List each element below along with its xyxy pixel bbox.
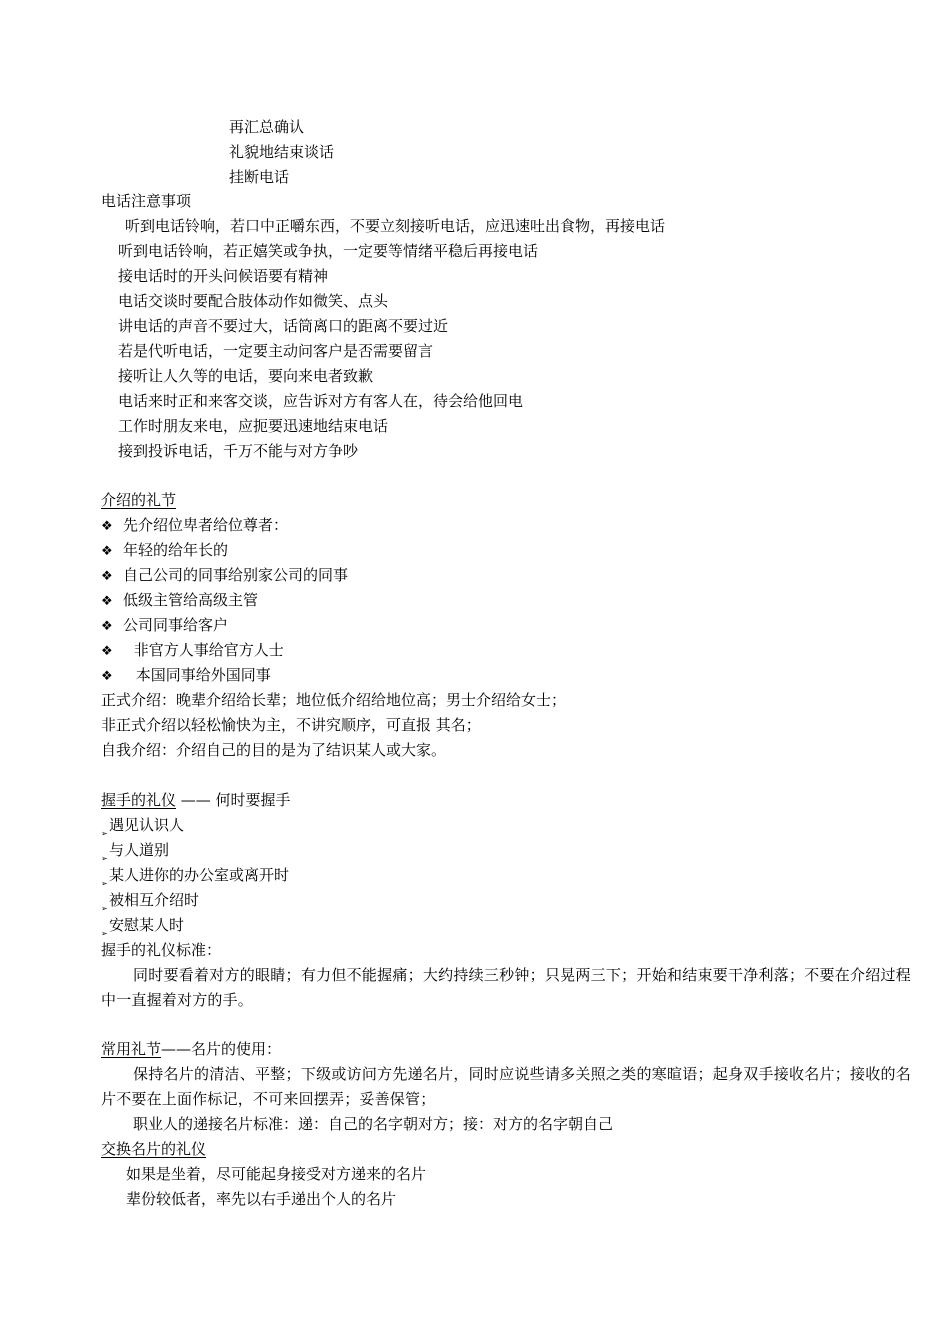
diamond-bullet-icon: ❖ (101, 519, 113, 534)
intro-item-text: 非官方人事给官方人士 (129, 641, 284, 659)
intro-item-text: 年轻的给年长的 (123, 541, 229, 559)
handshake-item-text: 安慰某人时 (109, 916, 185, 934)
diamond-bullet-icon: ❖ (101, 569, 113, 584)
card-exchange-item: 如果是坐着，尽可能起身接受对方递来的名片 (126, 1165, 427, 1183)
intro-self-line: 自我介绍：介绍自己的目的是为了结识某人或大家。 (101, 741, 447, 759)
phone-note-item: 工作时朋友来电，应扼要迅速地结束电话 (118, 417, 389, 435)
intro-item-text: 先介绍位卑者给位尊者： (123, 516, 289, 534)
intro-list-item (101, 638, 284, 664)
card-heading (101, 1037, 281, 1062)
phone-step: 再汇总确认 (229, 118, 305, 136)
card-heading-suffix: ——名片的使用： (161, 1040, 282, 1058)
phone-note-item: 电话交谈时要配合肢体动作如微笑、点头 (118, 292, 389, 310)
intro-informal-line: 非正式介绍以轻松愉快为主，不讲究顺序，可直报 其名； (101, 716, 481, 734)
handshake-heading-title: 握手的礼仪 (101, 791, 177, 809)
card-heading-title: 常用礼节 (101, 1040, 162, 1058)
handshake-item-text: 与人道别 (109, 841, 170, 859)
handshake-item-text: 被相互介绍时 (109, 891, 200, 909)
arrow-bullet-icon: ➢ (101, 829, 108, 838)
intro-item-text: 低级主管给高级主管 (123, 591, 259, 609)
intro-list-item (101, 563, 348, 589)
phone-step: 挂断电话 (229, 168, 290, 186)
phone-note-item: 电话来时正和来客交谈，应告诉对方有客人在，待会给他回电 (118, 392, 524, 410)
intro-item-text: 公司同事给客户 (123, 616, 229, 634)
intro-item-text: 自己公司的同事给别家公司的同事 (123, 566, 349, 584)
phone-note-item: 接电话时的开头问候语要有精神 (118, 267, 329, 285)
handshake-item-text: 某人进你的办公室或离开时 (109, 866, 290, 884)
card-standard-line: 职业人的递接名片标准：递：自己的名字朝对方；接：对方的名字朝自己 (133, 1115, 614, 1133)
intro-list-item (101, 538, 228, 564)
phone-note-item: 接到投诉电话，千万不能与对方争吵 (118, 442, 359, 460)
handshake-standard-label: 握手的礼仪标准： (101, 941, 222, 959)
card-exchange-heading: 交换名片的礼仪 (101, 1140, 207, 1158)
handshake-item-text: 遇见认识人 (109, 816, 185, 834)
intro-heading: 介绍的礼节 (101, 491, 177, 509)
phone-note-item: 若是代听电话，一定要主动问客户是否需要留言 (118, 342, 434, 360)
intro-item-text: 本国同事给外国同事 (131, 666, 271, 684)
diamond-bullet-icon: ❖ (101, 669, 113, 684)
intro-list-item (101, 613, 228, 639)
diamond-bullet-icon: ❖ (101, 644, 113, 659)
phone-note-item: 听到电话铃响，若正嬉笑或争执，一定要等情绪平稳后再接电话 (118, 242, 539, 260)
phone-step: 礼貌地结束谈话 (229, 143, 335, 161)
phone-notes-heading: 电话注意事项 (101, 192, 192, 210)
arrow-bullet-icon: ➢ (101, 929, 108, 938)
phone-note-item: 接听让人久等的电话，要向来电者致歉 (118, 367, 374, 385)
handshake-heading-suffix: —— 何时要握手 (176, 791, 291, 809)
intro-list-item (101, 513, 288, 539)
arrow-bullet-icon: ➢ (101, 854, 108, 863)
card-usage-paragraph: 保持名片的清洁、平整；下级或访问方先递名片，同时应说些请多关照之类的寒暄语；起身双手接收名片；接收的名片不要在上面作标记，不可来回摆弄；妥善保管； (101, 1065, 911, 1108)
diamond-bullet-icon: ❖ (101, 594, 113, 609)
phone-note-item: 听到电话铃响，若口中正嚼东西，不要立刻接听电话，应迅速吐出食物，再接电话 (125, 217, 666, 235)
arrow-bullet-icon: ➢ (101, 879, 108, 888)
intro-list-item (101, 663, 271, 689)
intro-list-item (101, 588, 258, 614)
diamond-bullet-icon: ❖ (101, 544, 113, 559)
phone-note-item: 讲电话的声音不要过大，话筒离口的距离不要过近 (118, 317, 449, 335)
diamond-bullet-icon: ❖ (101, 619, 113, 634)
handshake-standard-text: 同时要看着对方的眼睛；有力但不能握痛；大约持续三秒钟；只晃两三下；开始和结束要干净利落；不要在介绍过程中一直握着对方的手。 (101, 966, 911, 1009)
intro-formal-line: 正式介绍：晚辈介绍给长辈；地位低介绍给地位高；男士介绍给女士； (101, 691, 567, 709)
handshake-heading (101, 788, 291, 813)
card-exchange-item: 辈份较低者，率先以右手递出个人的名片 (126, 1190, 397, 1208)
arrow-bullet-icon: ➢ (101, 904, 108, 913)
